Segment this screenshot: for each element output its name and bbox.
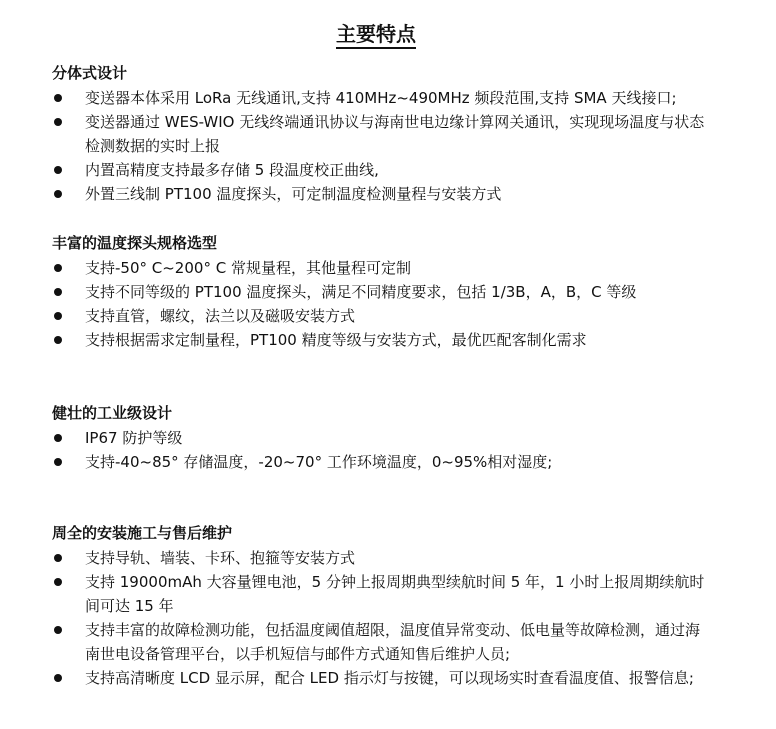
section-heading: 丰富的温度探头规格选型 (52, 234, 218, 252)
section-heading: 分体式设计 (52, 64, 128, 82)
page-title (0, 20, 752, 48)
list-item (52, 618, 712, 666)
bullet-icon (54, 674, 62, 682)
bullet-icon (54, 458, 62, 466)
list-item-text: 外置三线制 PT100 温度探头，可定制温度检测量程与安装方式 (85, 185, 502, 203)
section-probe-options (52, 232, 712, 352)
bullet-icon (54, 554, 62, 562)
section-installation-maintenance (52, 522, 712, 690)
section-heading: 健壮的工业级设计 (52, 404, 173, 422)
section-split-design (52, 62, 712, 206)
bullet-icon (54, 578, 62, 586)
bullet-list (52, 426, 712, 474)
bullet-list (52, 546, 712, 690)
bullet-icon (54, 166, 62, 174)
list-item-text: 支持不同等级的 PT100 温度探头，满足不同精度要求，包括 1/3B，A，B，C 等级 (85, 283, 637, 301)
list-item-text: 支持根据需求定制量程，PT100 精度等级与安装方式，最优匹配客制化需求 (85, 331, 587, 349)
bullet-icon (54, 434, 62, 442)
list-item (52, 280, 712, 304)
list-item (52, 570, 712, 618)
list-item-text: 支持高清晰度 LCD 显示屏，配合 LED 指示灯与按键，可以现场实时查看温度值、报警信息; (85, 669, 694, 687)
section-heading: 周全的安装施工与售后维护 (52, 524, 233, 542)
section-industrial-design (52, 402, 712, 474)
list-item-text: IP67 防护等级 (85, 429, 183, 447)
list-item (52, 110, 712, 158)
bullet-list (52, 86, 712, 206)
list-item-text: 支持-40~85° 存储温度，-20~70° 工作环境温度，0~95%相对湿度; (85, 453, 553, 471)
bullet-icon (54, 626, 62, 634)
bullet-icon (54, 118, 62, 126)
list-item-text: 支持 19000mAh 大容量锂电池，5 分钟上报周期典型续航时间 5 年，1 小时上报周期续航时间可达 15 年 (85, 573, 705, 615)
list-item-text: 变送器本体采用 LoRa 无线通讯,支持 410MHz~490MHz 频段范围,支持 SMA 天线接口; (85, 89, 677, 107)
bullet-icon (54, 312, 62, 320)
list-item (52, 182, 712, 206)
list-item (52, 666, 712, 690)
page-title-text: 主要特点 (336, 22, 416, 49)
list-item (52, 546, 712, 570)
bullet-icon (54, 336, 62, 344)
list-item (52, 426, 712, 450)
list-item-text: 支持丰富的故障检测功能，包括温度阈值超限，温度值异常变动、低电量等故障检测，通过海南世电设备管理平台，以手机短信与邮件方式通知售后维护人员; (85, 621, 701, 663)
bullet-list (52, 256, 712, 352)
list-item-text: 变送器通过 WES-WIO 无线终端通讯协议与海南世电边缘计算网关通讯，实现现场温度与状态检测数据的实时上报 (85, 113, 705, 155)
bullet-icon (54, 94, 62, 102)
list-item (52, 328, 712, 352)
list-item-text: 支持导轨、墙装、卡环、抱箍等安装方式 (85, 549, 356, 567)
list-item (52, 158, 712, 182)
list-item-text: 支持-50° C~200° C 常规量程，其他量程可定制 (85, 259, 411, 277)
list-item-text: 内置高精度支持最多存储 5 段温度校正曲线, (85, 161, 379, 179)
list-item (52, 450, 712, 474)
list-item (52, 304, 712, 328)
list-item-text: 支持直管，螺纹，法兰以及磁吸安装方式 (85, 307, 356, 325)
list-item (52, 256, 712, 280)
bullet-icon (54, 264, 62, 272)
list-item (52, 86, 712, 110)
bullet-icon (54, 288, 62, 296)
bullet-icon (54, 190, 62, 198)
